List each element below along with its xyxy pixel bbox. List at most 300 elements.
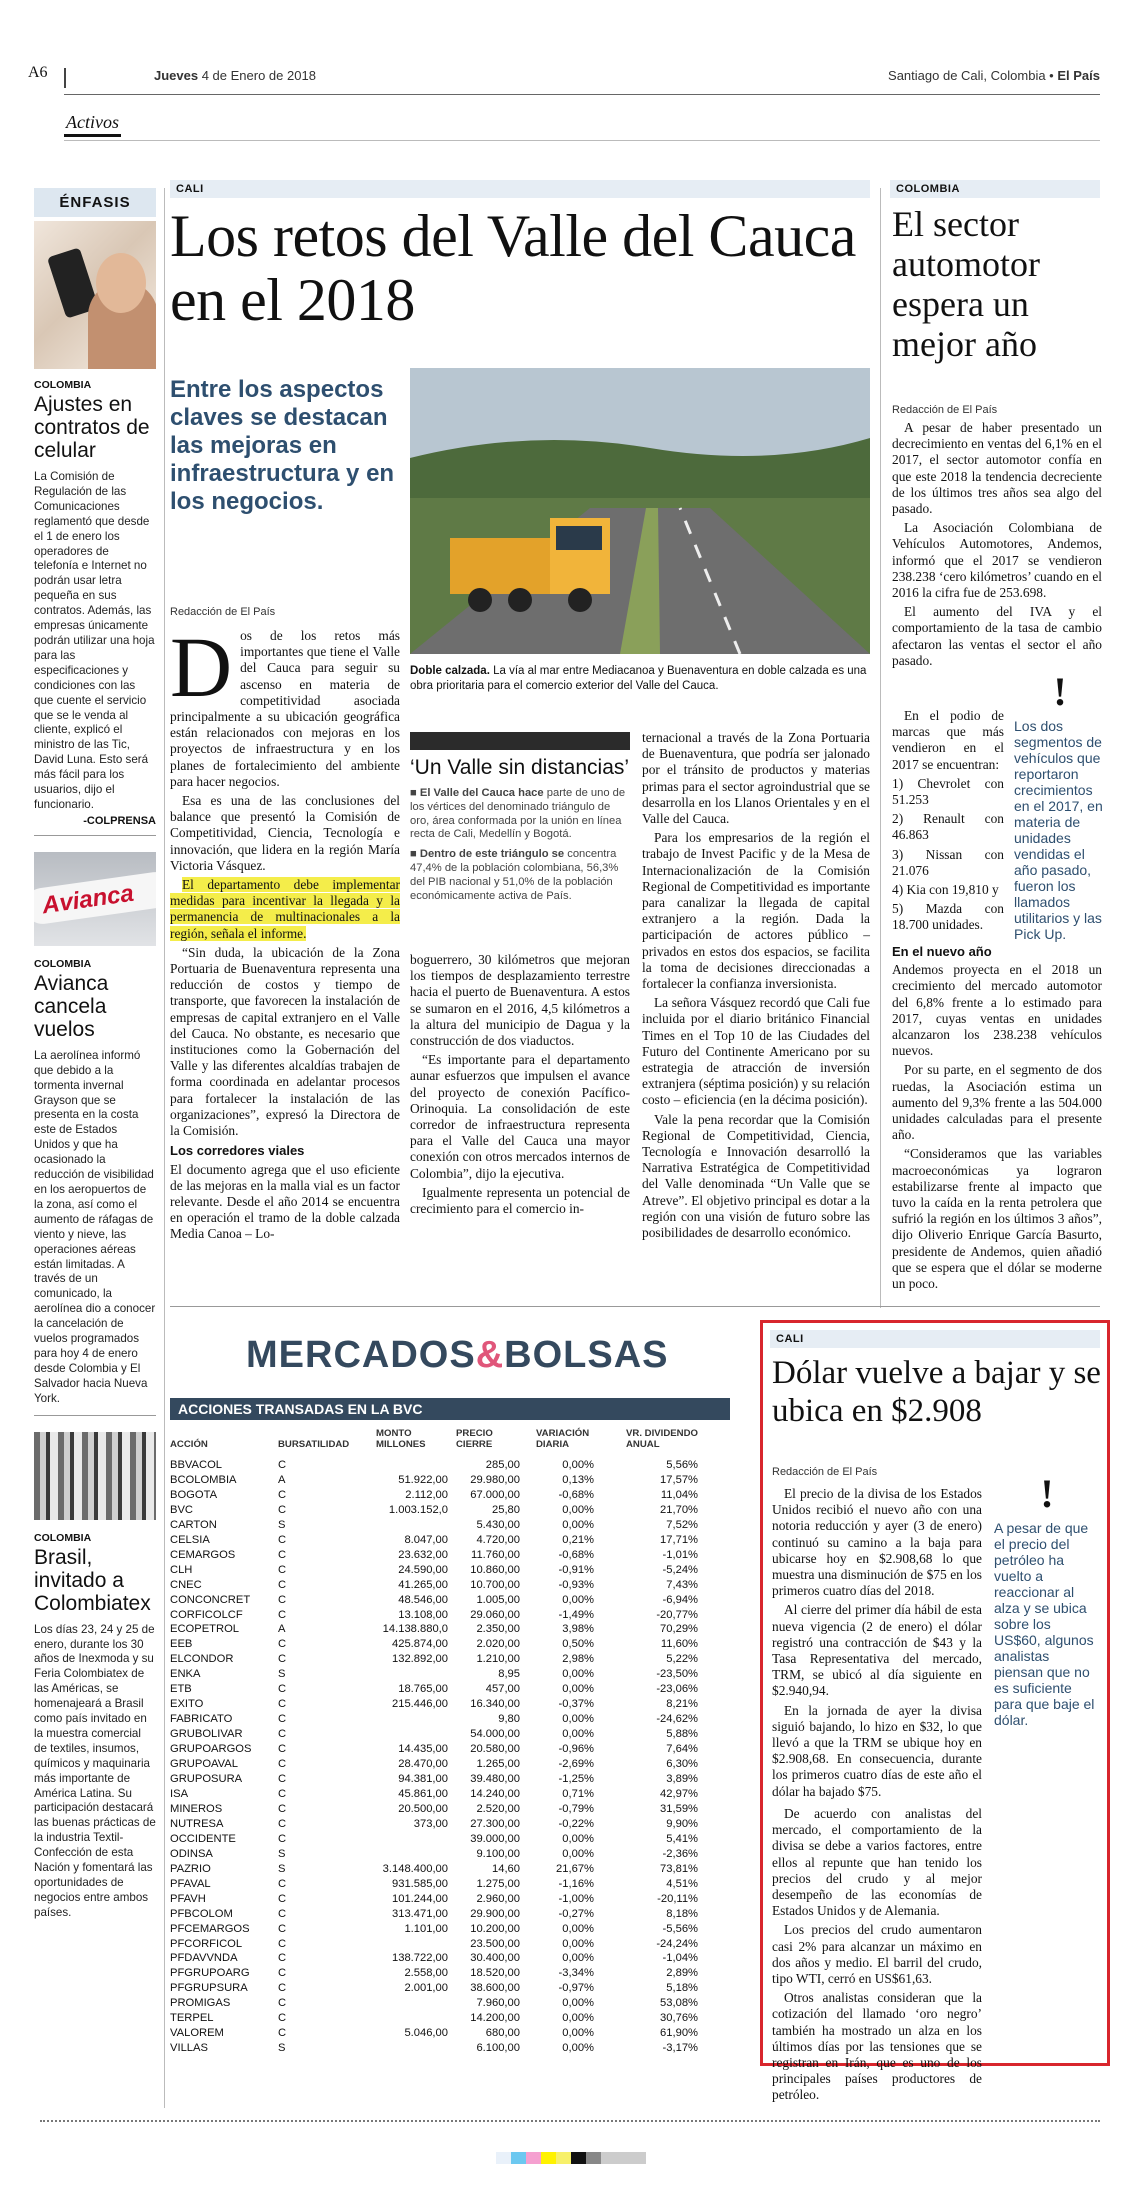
cell-precio: 29.060,00 [470,1608,520,1621]
highlighted-sentence: El departamento debe implementar medidas para incentivar la llegada y la permanencia de multinacionales a la región, señala el informe. [170,877,400,941]
cell-variacion: 0,00% [562,1832,594,1845]
location-text: Santiago de Cali, Colombia • [888,68,1054,83]
cell-accion: EXITO [170,1698,204,1711]
cell-dividendo: 5,56% [666,1459,698,1471]
col-monto: MONTO MILLONES [376,1428,426,1450]
cell-bursatilidad: C [278,1832,287,1845]
cell-precio: 2.350,00 [476,1623,520,1636]
cell-accion: PFGRUPSURA [170,1982,248,1995]
cell-accion: GRUBOLIVAR [170,1728,243,1741]
cell-dividendo: -3,17% [662,2042,698,2055]
cell-monto [376,1727,448,1742]
cell-monto: 425.874,00 [392,1638,448,1651]
table-row [170,1652,710,1667]
table-row [170,1757,710,1772]
cell-bursatilidad: S [278,2042,286,2055]
cell-bursatilidad: C [278,1758,287,1771]
table-body [170,1458,710,2056]
story1-kicker: COLOMBIA [34,379,92,391]
cell-variacion: 0,50% [562,1638,594,1651]
cell-variacion: 0,13% [562,1473,594,1486]
cell-precio: 10.860,00 [470,1563,520,1576]
cell-bursatilidad: C [278,1907,287,1920]
table-header-row [170,1428,710,1458]
main-deck: Entre los aspectos claves se destacan las mejoras en infraestructura y en los negocios. [170,376,395,515]
cell-variacion: 0,00% [562,1459,594,1471]
dolar-p4: De acuerdo con analistas del mercado, el comportamiento de la divisa se debe a varios factores, entre ellos al repunte que han tenido los precios del crudo y al mejor desempeño de las economías de Estados Unidos y de Alemania. [772,1806,982,1919]
cell-bursatilidad: C [278,1548,287,1561]
cell-monto [376,2011,448,2026]
table-row [170,1578,710,1593]
page-header [0,0,1128,150]
cell-dividendo: 7,64% [666,1743,698,1756]
cell-monto: 94.381,00 [398,1773,448,1786]
cell-variacion: 21,67% [556,1862,594,1875]
col-dividendo: VR. DIVIDENDO ANUAL [626,1428,698,1450]
cell-dividendo: -23,50% [656,1668,698,1681]
col-precio: PRECIO CIERRE [456,1428,493,1450]
cell-accion: PFCEMARGOS [170,1922,250,1935]
airplane-photo [34,852,156,946]
auto-p7: “Consideramos que las variables macroeconómicas ya lograron estabilizarse frente al impacto que tuvo la caída en la renta petrolera que sufrió la región en los últimos 3 años”, dijo Oliverio Enrique García Basurto, presidente de Andemos, quien añadió que se espera que el dólar se moderne un poco. [892,1146,1102,1292]
dolar-p3: En la jornada de ayer la divisa siguió bajando, lo hizo en $32, lo que llevó a que la TRM se ubique hoy en $2.908,68. En consecuencia, durante los primeros cuatro días de este año el dólar ha bajado $75. [772,1702,982,1799]
info-item2-lead: Dentro de este triángulo se [419,848,565,861]
bvc-table [170,1428,710,2056]
cell-bursatilidad: C [278,1578,287,1591]
drop-cap: D [170,619,233,715]
main-p2: Esa es una de las conclusiones del balance que presentó la Comisión de Competitividad, Ciencia, Tecnología e innovación, que lidera en la región María Victoria Vásquez. [170,793,400,873]
cell-accion: ELCONDOR [170,1653,234,1666]
cell-monto: 3.148.400,00 [382,1862,448,1875]
header-day: Jueves [154,68,199,83]
table-row [170,1622,710,1637]
cell-monto: 45.861,00 [398,1787,448,1800]
auto-pull-text: Los dos segmentos de vehículos que reportaron crecimientos en el 2017, en materia de unidades vendidas el año pasado, fueron los llamados utilitarios y las Pick Up. [1014,718,1103,942]
table-row [170,1712,710,1727]
cell-variacion: 0,00% [562,1922,594,1935]
cell-monto [376,1996,448,2011]
cell-variacion: 3,98% [562,1623,594,1636]
table-row [170,1593,710,1608]
cell-accion: VILLAS [170,2042,208,2055]
ampersand: & [475,1334,505,1376]
cell-monto: 373,00 [413,1817,448,1830]
cell-dividendo: 3,89% [666,1773,698,1786]
cell-accion: TERPEL [170,2012,214,2025]
exclamation-icon: ! [1040,1471,1054,1516]
cell-bursatilidad: S [278,1862,286,1875]
auto-body-top [892,420,1102,672]
dolar-body-bottom [772,1806,982,2107]
cell-precio: 67.000,00 [470,1488,520,1501]
cell-dividendo: 5,22% [666,1653,698,1666]
table-row [170,1937,710,1952]
table-row [170,1787,710,1802]
cell-dividendo: 5,41% [666,1832,698,1845]
cell-bursatilidad: C [278,1488,287,1501]
cell-bursatilidad: C [278,1817,287,1830]
main-subhead: Los corredores viales [170,1143,305,1159]
cell-precio: 14.200,00 [470,2012,520,2025]
cell-dividendo: 31,59% [660,1802,698,1815]
main-col-1 [170,619,400,1246]
cell-variacion: -0,96% [558,1743,594,1756]
cell-bursatilidad: C [278,1683,287,1696]
cell-precio: 1.275,00 [476,1877,520,1890]
cell-accion: CELSIA [170,1533,210,1546]
table-row [170,1907,710,1922]
cell-accion: PAZRIO [170,1862,211,1875]
cell-precio: 2.960,00 [476,1892,520,1905]
cell-dividendo: 11,04% [660,1488,698,1501]
cell-precio: 14.240,00 [470,1787,520,1800]
table-row [170,1637,710,1652]
main-p5: El documento agrega que el uso eficiente de las mejoras en la malla vial es un factor relevante. Desde el año 2014 se encuentra en operación el tramo de la doble calzada Media Canoa – Lo- [170,1161,400,1242]
cell-variacion: -0,68% [558,1548,594,1561]
dolar-p1: El precio de la divisa de los Estados Unidos recibió el nuevo año con una notoria reducción y ayer (3 de enero) continuó su camino a la baja para ubicarse hoy en $2.908,68 lo que muestra una disminución de $75 en los primeros cuatro días del 2018. [772,1486,982,1599]
cell-monto: 24.590,00 [398,1563,448,1576]
cell-precio: 16.340,00 [470,1698,520,1711]
story1-credit: -COLPRENSA [34,815,156,836]
cell-monto: 132.892,00 [392,1653,448,1666]
airline-logo: Avianca [40,879,136,920]
table-row [170,1697,710,1712]
cell-precio: 23.500,00 [470,1937,520,1950]
header-date [154,68,316,83]
cell-variacion: 2,98% [562,1653,594,1666]
cell-dividendo: 7,43% [666,1578,698,1591]
textile-photo [34,1432,156,1520]
story3-title: Brasil, invitado a Colombiatex [34,1545,151,1615]
auto-body-list [892,708,1004,937]
cell-monto: 101.244,00 [392,1892,448,1905]
table-row [170,1503,710,1518]
cell-accion: ETB [170,1683,192,1696]
section-separator [170,1306,1100,1307]
cell-precio: 680,00 [485,2027,520,2040]
cell-monto: 138.722,00 [392,1952,448,1965]
table-row [170,1667,710,1682]
cell-monto [376,1832,448,1847]
cell-dividendo: 42,97% [660,1787,698,1800]
cell-accion: CARTON [170,1518,217,1531]
dolar-byline: Redacción de El País [772,1466,878,1478]
paper-name: El País [1057,68,1100,83]
cell-monto: 2.558,00 [404,1967,448,1980]
smartphone-photo [34,221,156,369]
cell-dividendo: -23,06% [656,1683,698,1696]
cell-variacion: 0,00% [562,2012,594,2025]
cell-precio: 30.400,00 [470,1952,520,1965]
cell-monto: 313.471,00 [392,1907,448,1920]
photo-caption-text: La vía al mar entre Mediacanoa y Buenaventura en doble calzada es una obra prioritaria para el comercio exterior del Valle del Cauca. [410,665,867,692]
auto-list-5: 5) Mazda con 18.700 unidades. [892,901,1004,933]
table-row [170,1892,710,1907]
auto-kicker: COLOMBIA [890,180,1100,198]
cell-variacion: -2,69% [558,1758,594,1771]
cell-accion: CONCONCRET [170,1593,251,1606]
col3-p1: ternacional a través de la Zona Portuaria de Buenaventura, que podría ser jalonado por el tránsito de productos y materias primas para el sector agroindustrial que se desarrolla en los Llanos Orientales y en el Valle del Cauca. [642,730,870,827]
table-row [170,1458,710,1473]
cell-monto: 8.047,00 [404,1533,448,1546]
cell-dividendo: -24,62% [656,1713,698,1726]
cell-precio: 39.480,00 [470,1773,520,1786]
cell-precio: 18.520,00 [470,1967,520,1980]
auto-p5: Andemos proyecta en el 2018 un crecimiento del mercado automotor del 6,8% frente a lo estimado para 2017, cuyas ventas en unidades alcanzaron los 238.238 vehículos nuevos. [892,962,1102,1059]
cell-dividendo: 70,29% [660,1623,698,1636]
cell-variacion: -3,34% [558,1967,594,1980]
cell-accion: BCOLOMBIA [170,1473,237,1486]
cell-variacion: 0,00% [562,1503,594,1516]
cell-accion: MINEROS [170,1802,223,1815]
cell-bursatilidad: C [278,1922,287,1935]
col3-p4: Vale la pena recordar que la Comisión Regional de Competitividad, Ciencia, Tecnología e Innovación desarrolló la Narrativa Estratégica de Competitividad del Valle denominada “Un Valle que se Atreve”. El objetivo principal es dotar a la región con una visión de futuro sobre las posibilidades de desarrollo económico. [642,1111,870,1241]
story2-body: La aerolínea informó que debido a la tormenta invernal Grayson que se presenta en la costa este de Estados Unidos y que ha ocasionado la reducción de visibilidad en los aeropuertos de la zona, así como el aumento de ráfagas de viento y nieve, las operaciones aéreas están limitadas. A través de un comunicado, la aerolínea dio a conocer la cancelación de vuelos programados para hoy 4 de enero desde Colombia y El Salvador hacia Nueva York. [34,1049,156,1416]
mercados-word: MERCADOS [246,1334,476,1376]
cell-dividendo: 61,90% [660,2027,698,2040]
cell-variacion: -1,16% [558,1877,594,1890]
cell-variacion: 0,00% [562,1952,594,1965]
cell-monto: 14.435,00 [398,1743,448,1756]
bvc-table-wrap [170,1428,730,2056]
auto-byline: Redacción de El País [892,404,998,416]
cell-accion: NUTRESA [170,1817,224,1830]
auto-p6: Por su parte, en el segmento de dos ruedas, la Asociación estima un aumento del 9,3% frente a las 504.000 unidades calculadas para el presente año. [892,1062,1102,1143]
cell-monto: 51.922,00 [398,1473,448,1486]
cell-bursatilidad: C [278,1892,287,1905]
story3-kicker: COLOMBIA [34,1531,92,1544]
cell-accion: ENKA [170,1668,201,1681]
road-truck-illustration [410,368,870,654]
cell-variacion: 0,00% [562,1847,594,1860]
cell-precio: 10.700,00 [470,1578,520,1591]
cell-variacion: 0,00% [562,2042,594,2055]
cell-monto [376,1458,448,1473]
enfasis-label: ÉNFASIS [34,188,156,217]
cell-bursatilidad: C [278,2012,287,2025]
cell-variacion: -1,49% [558,1608,594,1621]
table-row [170,1981,710,1996]
page-number: A6 [28,64,48,81]
cell-monto: 2.112,00 [405,1488,448,1501]
cell-dividendo: 11,60% [660,1638,698,1651]
cell-bursatilidad: C [278,1459,287,1471]
cell-precio: 27.300,00 [470,1817,520,1830]
table-row [170,1772,710,1787]
cell-bursatilidad: C [278,1952,287,1965]
dolar-body-top [772,1486,982,1803]
cell-dividendo: 21,70% [660,1503,698,1516]
cell-bursatilidad: C [278,1503,287,1516]
cell-dividendo: -20,77% [656,1608,698,1621]
cell-variacion: 0,21% [562,1533,594,1546]
cell-bursatilidad: C [278,1563,287,1576]
auto-p1: A pesar de haber presentado un decrecimiento en ventas del 6,1% en el 2017, el sector automotor confía en que este 2018 la tendencia decreciente de los últimos tres años sea algo del pasado. [892,420,1102,517]
cell-dividendo: 9,90% [666,1817,698,1830]
dolar-headline: Dólar vuelve a bajar y se ubica en $2.908 [772,1355,1101,1429]
dolar-pull-text: A pesar de que el precio del petróleo ha vuelto a reaccionar al alza y se ubica sobre los US$60, algunos analistas piensan que no es suficiente para que baje el dólar. [994,1520,1095,1728]
cell-precio: 457,00 [485,1683,520,1696]
cell-monto [376,2041,448,2056]
table-row [170,2041,710,2056]
cell-bursatilidad: C [278,1743,287,1756]
dolar-kicker: CALI [770,1330,1100,1348]
cell-dividendo: -2,36% [662,1847,698,1860]
cell-accion: PFCORFICOL [170,1937,243,1950]
auto-list-3: 3) Nissan con 21.076 [892,846,1004,878]
cell-variacion: -1,25% [558,1773,594,1786]
cell-variacion: -0,91% [558,1563,594,1576]
table-row [170,1877,710,1892]
cell-dividendo: 6,30% [666,1758,698,1771]
section-tag: Activos [64,112,121,137]
cell-bursatilidad: C [278,1713,287,1726]
photo-caption-lead: Doble calzada. [410,665,490,677]
info-box [410,732,630,903]
auto-p3: El aumento del IVA y el comportamiento de la tasa de cambio afectaron las ventas el sector el año pasado. [892,604,1102,668]
cell-dividendo: 5,88% [666,1728,698,1741]
cell-bursatilidad: C [278,1638,287,1651]
info-box-item-1: ■ El Valle del Cauca hace parte de uno de los vértices del denominado triángulo de oro, área conformada por la unión en línea recta de Cali, Medellín y Bogotá. [410,787,626,841]
col-variacion: VARIACIÓN DIARIA [536,1428,590,1450]
cell-dividendo: 8,18% [666,1907,698,1920]
header-date-rest: 4 de Enero de 2018 [201,68,316,83]
cell-bursatilidad: A [278,1623,286,1636]
table-row [170,1533,710,1548]
cell-dividendo: 8,21% [666,1698,698,1711]
mercados-title [246,1334,669,1377]
info-box-item-2: ■ Dentro de este triángulo se concentra 47,4% de la población colombiana, 56,3% del PIB nacional y 51,0% de la población económicamente activa de País. [410,848,619,902]
story2-title: Avianca cancela vuelos [34,971,109,1041]
cell-accion: PFBCOLOM [170,1907,233,1920]
cell-precio: 11.760,00 [471,1548,520,1561]
cell-dividendo: 53,08% [660,1997,698,2010]
col-accion: ACCIÓN [170,1439,208,1450]
table-row [170,1922,710,1937]
cell-precio: 39.000,00 [470,1832,520,1845]
auto-list-4: 4) Kia con 19,810 y [892,882,999,898]
cell-monto [376,1712,448,1727]
table-row [170,1608,710,1623]
cell-precio: 29.980,00 [470,1473,520,1486]
cell-variacion: -0,79% [558,1802,594,1815]
story3-body: Los días 23, 24 y 25 de enero, durante los 30 años de Inexmoda y su Feria Colombiatex de las Américas, se homenajeará a Brasil como país invitado en la muestra comercial de textiles, insumos, químicos y maquinaria más importante de América Latina. Su participación destacará las buenas prácticas de la industria Textil-Confección de esta Nación y fomentará las oportunidades de negocios entre ambos países. [34,1622,156,1919]
auto-p2: La Asociación Colombiana de Vehículos Automotores, Andemos, informó que el 2017 se vendieron 238.238 ‘cero kilómetros’ cuando en el 2016 la cifra fue de 253.698. [892,520,1102,601]
cell-monto: 28.470,00 [398,1758,448,1771]
cell-monto: 931.585,00 [392,1877,448,1890]
info-item1-text: parte de uno de los vértices del denominado triángulo de oro, área conformada por la unión en línea recta de Cali, Medellín y Bogotá. [410,787,626,841]
header-rule [64,68,66,88]
dolar-p6: Otros analistas consideran que la cotización del llamado ‘oro negro’ también ha mostrado un alza en los últimos días por las tensiones que se registran en Irán, que es uno de los principales países productores de petróleo. [772,1990,982,2103]
cell-bursatilidad: C [278,1593,287,1606]
col3-p3: La señora Vásquez recordó que Cali fue incluida por el diario británico Financial Times en el Top 10 de las Ciudades del Futuro del Continente Americano por su estrategia de atracción de inversión extranjera (séptima posición) y su relación costo – eficiencia (en la décima posición). [642,995,870,1108]
table-row [170,1951,710,1966]
auto-headline: El sector automotor espera un mejor año [892,204,1040,364]
table-row [170,1742,710,1757]
main-p1: os de los retos más importantes que tiene el Valle del Cauca para seguir su ascenso en materia de competitividad asociada principalmente a su ubicación geográfica están relacionados con mejoras en los proyectos de infraestructura y en los planes de fortalecimiento del ambiente para hacer negocios. [170,628,400,789]
info-box-title: ‘Un Valle sin distancias’ [410,756,630,779]
cell-bursatilidad: S [278,1847,286,1860]
cell-dividendo: -1,01% [662,1548,698,1561]
cell-variacion: 0,00% [562,1997,594,2010]
cell-variacion: 0,00% [562,1593,594,1606]
cell-bursatilidad: C [278,1982,287,1995]
photo-caption [410,664,870,693]
cell-accion: FABRICATO [170,1713,233,1726]
cell-precio: 7.960,00 [476,1997,520,2010]
cell-dividendo: -20,11% [657,1892,698,1905]
cell-dividendo: -1,04% [662,1952,698,1965]
cell-bursatilidad: C [278,1533,287,1546]
dolar-pullquote [994,1471,1100,1728]
cell-bursatilidad: C [278,1773,287,1786]
cell-dividendo: 4,51% [666,1877,698,1890]
cell-accion: OCCIDENTE [170,1832,236,1845]
auto-subhead: En el nuevo año [892,944,992,959]
cell-dividendo: -5,24% [662,1563,698,1576]
cell-bursatilidad: C [278,1802,287,1815]
cell-precio: 2.520,00 [476,1802,520,1815]
cell-bursatilidad: S [278,1518,286,1531]
cell-accion: EEB [170,1638,193,1651]
cell-variacion: 0,00% [562,1728,594,1741]
cell-monto: 215.446,00 [392,1698,448,1711]
auto-list-1: 1) Chevrolet con 51.253 [892,775,1004,808]
cell-variacion: -0,68% [558,1488,594,1501]
cell-accion: CORFICOLCF [170,1608,243,1621]
cell-precio: 4.720,00 [476,1533,520,1546]
right-divider [880,188,881,1308]
table-row [170,1802,710,1817]
cell-bursatilidad: C [278,1787,287,1800]
cell-accion: BOGOTA [170,1488,218,1501]
cell-variacion: 0,00% [562,1713,594,1726]
cell-variacion: 0,00% [562,1668,594,1681]
col2-p3: Igualmente representa un potencial de crecimiento para el comercio in- [410,1184,630,1217]
cell-precio: 9.100,00 [476,1847,520,1860]
table-row [170,1862,710,1877]
cell-accion: ISA [170,1787,189,1800]
table-row [170,1847,710,1862]
cell-monto: 1.003.152,0 [388,1503,448,1516]
cell-precio: 1.265,00 [476,1758,520,1771]
cell-dividendo: -6,94% [662,1593,698,1606]
info-box-bar [410,732,630,750]
cell-precio: 5.430,00 [476,1518,520,1531]
cell-monto [376,1518,448,1533]
auto-list-2: 2) Renault con 46.863 [892,811,1004,843]
table-row [170,2011,710,2026]
cell-accion: VALOREM [170,2027,224,2040]
cell-precio: 1.005,00 [476,1593,520,1606]
cell-bursatilidad: C [278,1728,287,1741]
cell-bursatilidad: C [278,1653,287,1666]
cell-precio: 9,80 [498,1713,520,1726]
col-bursatilidad: BURSATILIDAD [278,1439,350,1450]
cell-variacion: 0,00% [562,2027,594,2040]
table-row [170,1996,710,2011]
col3-p2: Para los empresarios de la región el trabajo de Invest Pacific y de la Mesa de Internacionalización de la Comisión Regional de Competitividad es importante para canalizar la llegada de capital extranjero a la región. Dada la participación de actores público – privados en estos dos espacios, se facilita la toma de decisiones direccionadas a fortalecer la confianza inversionista. [642,830,870,992]
info-item1-lead: El Valle del Cauca hace [419,787,544,799]
color-strip [496,2152,646,2164]
cell-variacion: 0,00% [562,1683,594,1696]
main-col-2 [410,952,630,1220]
main-kicker: CALI [170,180,870,198]
table-row [170,1817,710,1832]
cell-accion: GRUPOSURA [170,1773,243,1786]
col2-p2: “Es importante para el departamento aunar esfuerzos que impulsen el avance del proyecto de conexión Pacífico-Orinoquia. La consolidación de este corredor de infraestructura representa para el Valle del Cauca una mayor conexión con otros mercados internos de Colombia”, dijo la ejecutiva. [410,1052,630,1181]
cell-variacion: 0,00% [562,1518,594,1531]
